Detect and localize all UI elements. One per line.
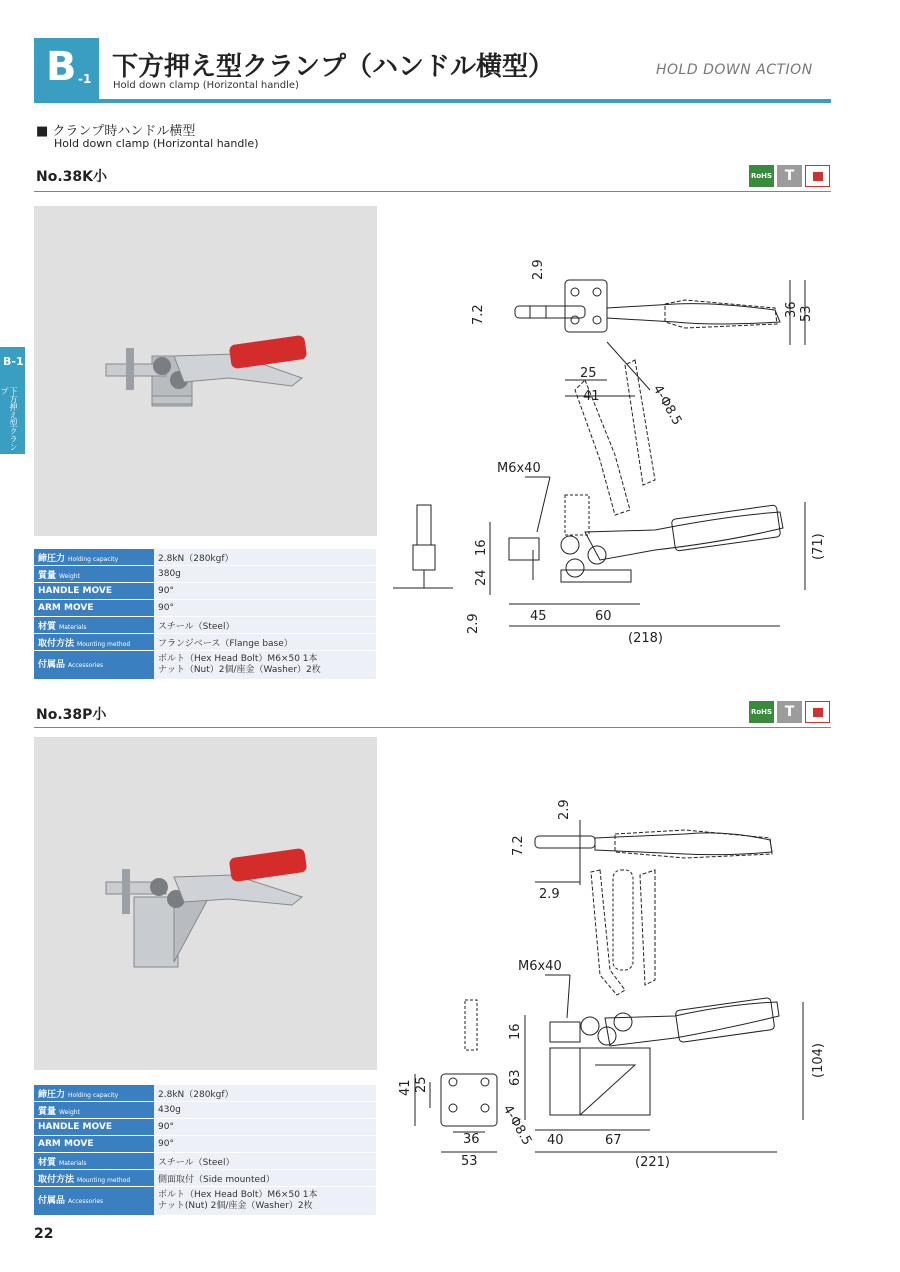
page-title: 下方押え型クランプ（ハンドル横型） (112, 52, 555, 82)
svg-text:25: 25 (414, 1076, 429, 1093)
svg-text:(71): (71) (811, 533, 826, 560)
svg-text:2.9: 2.9 (557, 799, 572, 820)
svg-text:25: 25 (580, 366, 597, 381)
rohs-icon: RoHS (749, 701, 774, 723)
caution-icon (805, 701, 830, 723)
spec-row: HANDLE MOVE 90° (34, 1119, 376, 1136)
svg-text:67: 67 (605, 1133, 622, 1148)
spec-row: 締圧力 Holding capacity 2.8kN（280kgf） (34, 549, 376, 566)
side-tab-label: 下方押え型クランプ (0, 387, 18, 451)
dimension-drawing (385, 250, 830, 650)
dimension-drawing (385, 790, 830, 1180)
spec-row: ARM MOVE 90° (34, 1136, 376, 1153)
spec-table (34, 549, 376, 680)
svg-text:4-Φ8.5: 4-Φ8.5 (649, 382, 685, 428)
svg-text:7.2: 7.2 (511, 835, 526, 856)
spec-row: 取付方法 Mounting method フランジベース（Flange base） (34, 634, 376, 651)
svg-text:16: 16 (508, 1023, 523, 1040)
model-title: No.38P小 (36, 707, 107, 723)
section-badge (34, 38, 99, 101)
svg-text:2.9: 2.9 (466, 613, 481, 634)
badge-letter: B (46, 44, 77, 90)
header-rule (34, 99, 831, 103)
spec-row: 取付方法 Mounting method 側面取付（Side mounted） (34, 1170, 376, 1187)
tool-icon: T (777, 165, 802, 187)
svg-text:40: 40 (547, 1133, 564, 1148)
svg-text:36: 36 (784, 301, 799, 318)
model-rule (34, 727, 831, 728)
model-title: No.38K小 (36, 169, 107, 185)
spec-row: 材質 Materials スチール（Steel） (34, 617, 376, 634)
rohs-icon: RoHS (749, 165, 774, 187)
svg-text:2.9: 2.9 (539, 887, 560, 902)
svg-text:41: 41 (398, 1079, 413, 1096)
caution-icon (805, 165, 830, 187)
product-photo (34, 737, 377, 1070)
spec-row: 質量 Weight 430g (34, 1102, 376, 1119)
section-title: ■ クランプ時ハンドル横型 (36, 124, 196, 139)
svg-text:M6x40: M6x40 (518, 959, 562, 974)
svg-text:4-Φ8.5: 4-Φ8.5 (499, 1102, 535, 1148)
spec-row: 質量 Weight 380g (34, 566, 376, 583)
spec-row: 付属品 Accessories ボルト（Hex Head Bolt）M6×50 1本 ナット(Nut) 2個/座金（Washer）2枚 (34, 1187, 376, 1216)
svg-text:M6x40: M6x40 (497, 461, 541, 476)
page-number: 22 (34, 1226, 54, 1242)
svg-text:(221): (221) (635, 1155, 670, 1170)
clamp-photo-illustration (34, 206, 377, 536)
spec-row: HANDLE MOVE 90° (34, 583, 376, 600)
svg-text:36: 36 (463, 1132, 480, 1147)
svg-text:63: 63 (508, 1069, 523, 1086)
svg-text:24: 24 (474, 569, 489, 586)
feature-icons (749, 701, 830, 723)
product-photo (34, 206, 377, 536)
spec-row: 材質 Materials スチール（Steel） (34, 1153, 376, 1170)
svg-text:(104): (104) (811, 1043, 826, 1078)
model-rule (34, 191, 831, 192)
spec-row: ARM MOVE 90° (34, 600, 376, 617)
svg-text:53: 53 (799, 305, 814, 322)
clamp-photo-illustration (34, 737, 377, 1070)
svg-text:16: 16 (474, 539, 489, 556)
page-subtitle: Hold down clamp (Horizontal handle) (113, 80, 299, 91)
section-subtitle: Hold down clamp (Horizontal handle) (54, 137, 259, 150)
tool-icon: T (777, 701, 802, 723)
svg-text:53: 53 (461, 1154, 478, 1169)
category-label: HOLD DOWN ACTION (656, 62, 813, 78)
feature-icons (749, 165, 830, 187)
svg-text:(218): (218) (628, 631, 663, 646)
spec-table (34, 1085, 376, 1216)
spec-row: 締圧力 Holding capacity 2.8kN（280kgf） (34, 1085, 376, 1102)
side-index-tab[interactable] (0, 347, 25, 454)
badge-sub: -1 (78, 72, 92, 86)
side-tab-key: B-1 (3, 355, 24, 368)
svg-text:2.9: 2.9 (531, 259, 546, 280)
svg-text:45: 45 (530, 609, 547, 624)
svg-text:7.2: 7.2 (471, 304, 486, 325)
svg-text:41: 41 (583, 389, 600, 404)
svg-text:60: 60 (595, 609, 612, 624)
spec-row: 付属品 Accessories ボルト（Hex Head Bolt）M6×50 1本 ナット（Nut）2個/座金（Washer）2枚 (34, 651, 376, 680)
